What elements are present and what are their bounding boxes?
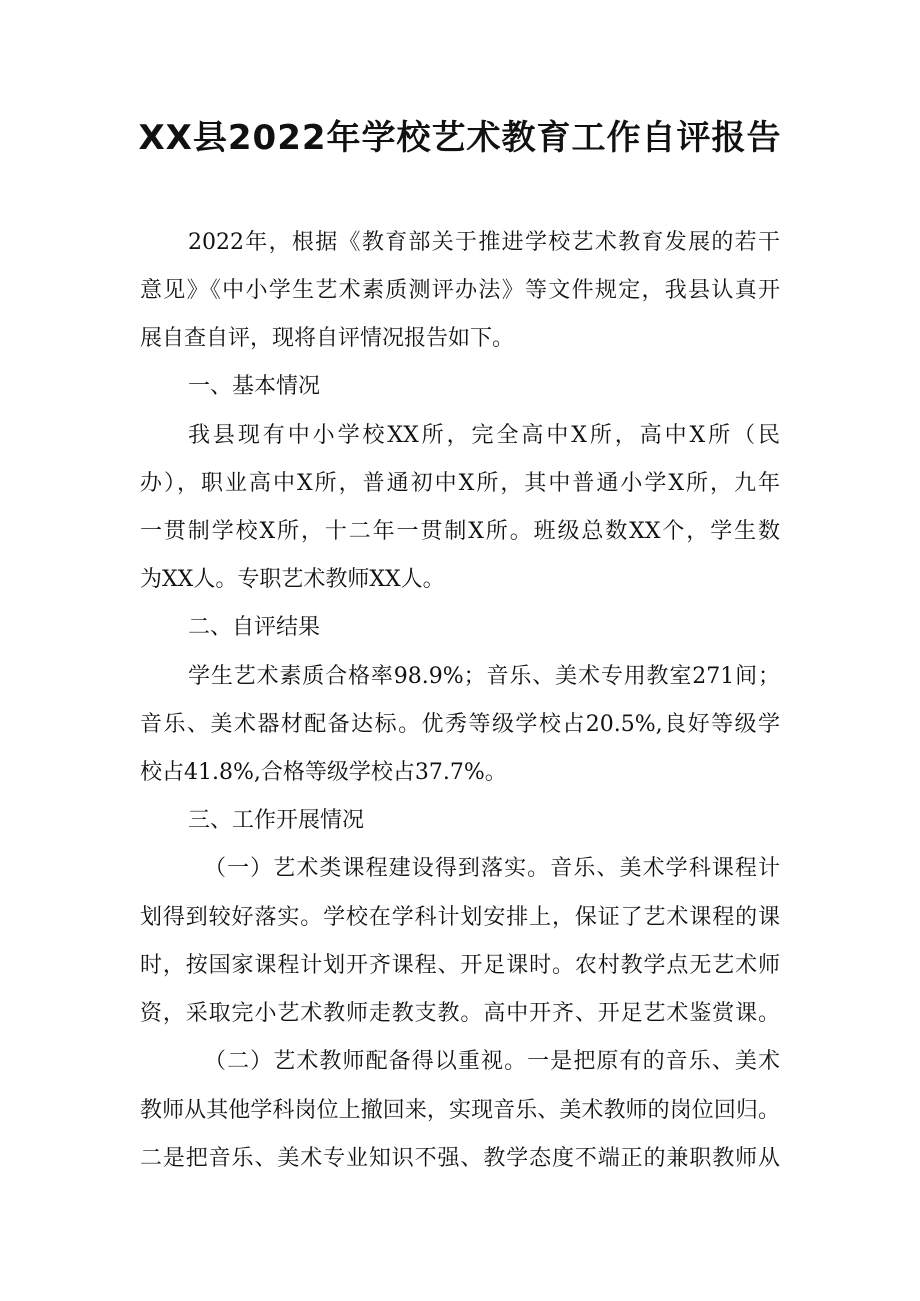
paragraph-courses-line-3: 时，按国家课程计划开齐课程、开足课时。农村教学点无艺术师	[140, 953, 780, 978]
paragraph-teachers-line-3: 二是把音乐、美术专业知识不强、教学态度不端正的兼职教师从	[140, 1146, 780, 1171]
section-heading-work: 三、工作开展情况	[188, 808, 365, 833]
paragraph-intro-line-1: 2022年，根据《教育部关于推进学校艺术教育发展的若干	[188, 230, 780, 255]
paragraph-courses-line-4: 资，采取完小艺术教师走教支教。高中开齐、开足艺术鉴赏课。	[140, 1001, 780, 1026]
section-heading-results: 二、自评结果	[188, 615, 321, 640]
paragraph-courses-line-2: 划得到较好落实。学校在学科计划安排上，保证了艺术课程的课	[140, 905, 780, 930]
paragraph-intro-line-2: 意见》《中小学生艺术素质测评办法》等文件规定，我县认真开	[140, 278, 780, 303]
document-title: XX县2022年学校艺术教育工作自评报告	[138, 118, 782, 158]
paragraph-teachers-line-2: 教师从其他学科岗位上撤回来，实现音乐、美术教师的岗位回归。	[140, 1098, 780, 1123]
paragraph-courses-line-1: （一）艺术类课程建设得到落实。音乐、美术学科课程计	[204, 856, 780, 881]
paragraph-results-line-2: 音乐、美术器材配备达标。优秀等级学校占20.5%,良好等级学	[140, 712, 780, 737]
paragraph-basic-line-2: 办），职业高中X所，普通初中X所，其中普通小学X所，九年	[140, 471, 780, 496]
paragraph-results-line-1: 学生艺术素质合格率98.9%；音乐、美术专用教室271间；	[188, 664, 780, 689]
paragraph-intro-line-3: 展自查自评，现将自评情况报告如下。	[140, 326, 515, 351]
paragraph-results-line-3: 校占41.8%,合格等级学校占37.7%。	[140, 760, 507, 785]
paragraph-basic-line-1: 我县现有中小学校XX所，完全高中X所，高中X所（民	[188, 423, 780, 448]
paragraph-teachers-line-1: （二）艺术教师配备得以重视。一是把原有的音乐、美术	[204, 1049, 780, 1074]
paragraph-basic-line-3: 一贯制学校X所，十二年一贯制X所。班级总数XX个，学生数	[140, 519, 780, 544]
paragraph-basic-line-4: 为XX人。专职艺术教师XX人。	[140, 567, 445, 592]
section-heading-basic: 一、基本情况	[188, 374, 321, 399]
